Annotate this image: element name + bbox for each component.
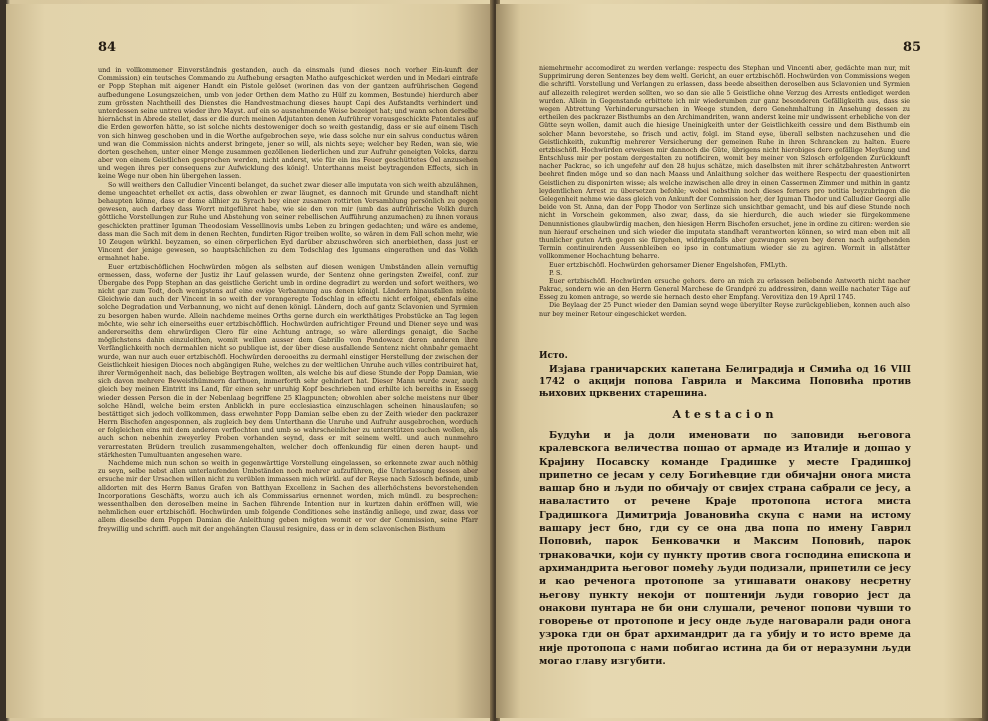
paragraph: Die Beylaag der 25 Punct wieder den Damian seynd wege überyilter Reyse zurückgeblieben, konnen auch also nur bey meiner Retour eingeschicket werden. [539, 302, 910, 318]
left-page [6, 4, 494, 718]
paragraph: Euer ertzbischöfl. Hochwürden ersuche gehors. dero an mich zu erlassen beliebende Antworth nicht nacher Pakrac, sondern wie an den Herrn General Marchese de Grandpré zu addressiren, dann weille nachater Täge auf Esseg zu komen antrage, so werde sie hernach desto eher Empfang. Verovitiza den 19 April 1745. [539, 277, 910, 302]
page-number: 84 [98, 40, 117, 55]
page-number: 85 [903, 40, 922, 55]
paragraph: Nachdeme mich nun schon so weith in gegenwärttige Vorstellung eingelassen, so erkennete zwar auch nöthig zu seyn, selbe nebst allen unterlaufenden Umbständen noch mehrer aufzuführen, die Unterlassung dessen aber ersuche mir der Ursachen willen nicht zu verüblen immassen mich würkl. auf der Reyse nach Szlosch befinde, umb alldorten mit des Herrn Banus Grafen von Batthyan Excellenz in Sachen des allerhöchstens bevorstehenden Incorporations Geschäfts, worzu auch ich als Commissarius ernennet worden, mich mündl. zu besprechen: wessenthalben den deroselben meine in Sachen führende Intention nur in kurtzen dahin eröffnen will, wie nehmlichen euer ertzbischöfl. Hochwürden umb folgende Conditiones sehe inständig anliege, und zwar, dass vor allem dieselbe dem Poppen Damian die Anleithung geben mögten womit er vor der Commission, seine Pfarr freywillig und schriffl. auch mit der angehängten Clausul resignire, dass er in dem sclavonischen Bisthum [98, 459, 478, 533]
paragraph: Euer ertzbischöflichen Hochwürden mögen als selbsten auf diesen wenigen Umbständen allein vernuftig ermessen, dass, woferne der Justiz ihr Lauf gelassen wurde, der Sentenz ohne geringsten Zweifel, conf. zur Übergabe des Popp Stephan an das geistliche Gericht umb in ordine degradirt zu werden und sofort weithers, wo nicht gar zum Todt, doch wenigstens auf eine ewige Verbannung aus denen königl. Ländern hinausfallen müste. Gleichwie dan auch der Vincent in so weith der vorangeregte Todschlag in effectu nicht erfolget, ebenfals eine solche Degradation und Verbannung, wo nicht auf denen königl. Ländern, doch auf gantz Sclavonien und Syrmien zu besorgen haben wurde. Allein nachdeme meines Orths gerne durch ein werkthätiges Probstücke an Tag legen möchte, wie sehr ich einerseiths euer ertzbischöfflich. Hochwürden aufrichtiger Freund und Diener seye und was andererseiths dem ehrwürdigen Clero für eine Achtung antrage, so wäre allerdings genaigt, die Sache möglichstens dahin einzuleithen, womit weillen ausser dem Gabrillo von Pondowacz deren anderen ihre Verfänglichkeith noch dermahlen nicht so publique ist, der über diese ausfallende Sentenz nicht ohnbahr gemacht wurde, wan nur auch euer ertzbischöfl. Hochwürden derooeiths zu dermahl einstiger Herstellung der zwischen der Geistlichkeit hiesigen Dioces noch abgängigen Ruhe, welches zu der weltlichen Unruhe auch villes contribuiret hat, ihrer Vermögenheit nach, das beliebige Beytragen wollten, als welche bis auf diese Stunde der Popp Damian, wie sich davon mehrere Beweisthümmern darthuen, immerforth sehr gehindert hat. Dieser Mann wurde zwar, auch gleich bey meinen Eintritt ins Land, für einen sehr unruhig Kopf beschrieben und erhilte ich bereiths in Essegg wieder dessen Person die in der Nebenlaag begriffene 25 Klagpuncten; obwohlen aber solche meistens nur über solche Händl, welche beim ersten Anblickh in pure ecclesiastica einzuschlagen scheinen hinauslaufen; so bestättiget sich jedoch vollkommen, dass erwehnter Popp Damian selbe eben zu der Zeith wieder den packrazer Herrn Bischofen angesponnen, als zugleich bey dem Unterthann die Unruhe und Aufruhr ausgebrochen, worduch er folgleichen eins mit dem anderen verflochten und umb so wahrscheinlicher zu unterstützen suchen wollen, als auch schon nebenhin zweyerley Proben vorhanden seynd, dass er mit seinem weltl. und auch nunmehro verarrestaten Brüdern treulich zusammengehalten, welcher doch offenkundig für einen deren haupt- und stärkhesten Tumultuanten angesehen ware. [98, 262, 478, 459]
paragraph: und in vollkommener Einverständnis gestanden, auch da einsmals (und dieses noch vorher Ein-kunft der Commission) ein teutsches Commando zu Aufhebung ersagten Matho aufgeschicket werden und in Medari eintrafe er Popp Stephan mit aigener Handt ein Pistole gelöset (worinen das von der gantzen aufrührischen Gegend aufbedungene Losungszeichen, umb von jeder Orthen dem Matho zu Hülf zu kommen, Bestunde) hierdurch aber zum grössten Nachtheill des Dienstes die Handvestmachung dieses haupt Capi des Aufstandts verhindert und unterdessen seine untreu wieder ihro Mayst. auf ein so ausnehmende Weise bezeiget hat; und wann schon derselbe hiernächst in Abrede stellet, dass er die durch meinen Adjutanten denen Aufrührer vorausgeschickte Patentales auf die Erden geworfen hätte, so ist solche nichts destoweniger doch so weith gestandig, dass er sie auf einem Tisch von sich hinweg geschoben und in die Worthe aufgebrochen seye, wie dass solche nur ein salvus conductus wären und wan die Commission nichts anderst bringete, jener so will, als nichts seye; welcher bey Reden, wan sie, wie dorten geschehen, unter einer Menge zusammen gezöllenen liederlichen und zur Aufruhr geneigten Volcks, darzu aber von einem Geistlichen gesprochen werden, nicht anderst, wie für ein ins Feuer geschüttetes Öel anzusehen und wegen ihres per consequens zur Aufwicklung des könig!. Unterthanns meist beytragenden Effects, sich in keine Wege nur oben hin übergehen lassen. [98, 66, 478, 181]
right-page-text [539, 65, 910, 319]
signature-line: Euer ertzbischöfl. Hochwürden gehorsamer Diener Engelshofen, FMLyth. [549, 261, 788, 269]
cyrillic-body: Будући и ја доли именовати по заповиди његовога кралевскога величества пошао от армаде из Италије и дошао у Крајину Посавску команде Градишке у месте Градишкој припетно се јесам у селу Богићевцие гди обичајни онога миста вашар бно и људи по обичају от свијех страна сабрали се јесу, а наваластито от речене Краје протопопа истога миста Градишкога Димитрија Јовановића скупа с нами на истому вашару јест бно, гди су се она два попа по имену Гаврил Поповић, парок Бенковачки и Максим Поповић, парок трнаковачки, који су пункту против свога господина епископа и архимандрита његовог помећу људи подизали, припетили се јесу и као реченога протопопе за утишавати онакову несретну његову пункту некоји от поштенији људи говорио јест да онакови пунтара не би они слушали, реченог попови чувши то говорење от протопопе и јесу онде људе наговарали ради онога узрока гди он брат архимандрит да га убију и то исто време да није протопопа с нами побигао истина да би от неразумни људи могао главу изгубити. [539, 430, 911, 668]
postscript-label: P. S. [549, 269, 563, 277]
right-page [496, 4, 982, 718]
paragraph: So will weithers den Calludier Vincenti belanget, da suchet zwar dieser alle imputata von sich weith abzulähnen, deme ungeachtet erhellet ex actis, dass obwohlen er zwar läugnet, es dannoch mit Grunde und standhaft nicht behaupten könne, dass er deme allhier zu Syrach bey einer zusamen rottirten Versamblung persönlich zu gegen gewesen, auch darbey dass Worrt mitgeführet habe, wie sie den von mir (umb das aufrührische Volkh durch göttliche Vorstellungen zur Ruhe und Abstehung von seiner rebellischen Aufführung anzumachen) zu ihnen voraus geschickten prattiner Iguman Theodosiam Vessellinovis umbs Leben zu bringen gedachten; und wäre es andeme, dass man die Sach mit dem in denen Rechten, fundirten Rigor treiben wollte, so wären in dem Fall schon mehr, wie 10 Zeugen würkhl. beyzamen, so einen cörperlichen Eyd darüber abzuschwören sich anerbiethen, dass just er Vincent der jenige gewesen, so hauptsächlichen zu dem Todschlag des Igumans eingerathen und das Volkh ermahnet habe. [98, 180, 478, 263]
left-page-text [98, 66, 478, 533]
paragraph: niemehrmehr accomodiret zu werden verlange: respectu des Stephan und Vincenti aber, gedächte man nur, mit Supprimirung deren Sentenzes bey dem weltl. Gericht, an euer ertzbischöfl. Hochwürden von Commissions wegen die schriftl. Vorstellung und Verlangen zu erlassen, dass beede abseithen deroselben aus Sclavonien und Syrmien auf allezeith relegiret werden sollten, wo so dan sie alle 5 Geistliche ohne Verzug des Arrests entlediget werden wurden. Allein in Gegenstande erbittete ich mir wiederumben zur ganz besonderen Gefälligkeith aus, dass sie wegen Abtrettung Verhinderungursachen in Weege stunden, dero Genehmhaltung in Ansehung dessen zu ertheilen des packrazer Bisthumbs an den Archimandriten, wann anderst keine mir undwissent erhebliche von der Gütte seyn wollen, damit auch die hiesige Uneinigkeith unter der Geistlichkeith cessire und dem Bisthumb ein solcher Mann bevorstehe, so frisch und activ, folgl. im Stand eyse, überall selbsten nachzusehen und die Geistlichkeith, zukunftig mehrerer Versicherung der gemeinen Ruhe in ihren Schrancken zu halten. Euere ertzbischöfl. Hochwürden erweisen mir dannoch die Güte, übrigens nicht hierobiges dero gefällige Meyßung und Entschluss mir per postam dergestalten zu notificiren, womit bey meiner von Szlosch erfolgenden Zurückkunft nacher Packrac, so ich ungefehr auf den 28 hujus schätze, mich daselbsten mit ihrer schätzbahresten Antworrt beehret finden möge und so dan nach Maass und Anlaithung solcher das weithere Respectu der quaestionirten Geistlichen zu disponirten wisse; als welche inzwischen alle drey in einen Cassermen Zimmer und mithin in gantz leydentlichen Arrest zu übersetzen befohle; wobei nebsthin noch dieses ferners pro notitia beyzubringen die Gelegenheit nehme wie dass gleich von Ankunft der Commission her, der Iguman Thodor und Calludier Georgi alle beide von St. Anna, dan der Popp Thodor von Serlinze sich unsichtbar gemacht, und bis auf diese Stunde noch nicht in Vorschein gekommen, also zwar, dass, da sie hierdurch, die auch wieder sie fürgekommene Denunnistiones glaubwürdig machen, den hiesigen Herrn Bischofen ersuchet, jene in ordine zu citiren: werden sie nun hierauf erscheinen und sich wieder die imputata standhaft verantworten können, so wird man eben mit all thunlicher guten Arth gegen sie fürgehen, widrigenfalls aber gezwungen seyen bey deren nach aufgehenden Termin continuirenden Aussenbleiben eo ipso in contumatium wieder sie zu agiren. Wormit in allstätter vollkommener Hochachtung beharre. [539, 65, 910, 261]
section-heading: Исто. [539, 351, 568, 361]
document-title: Изјава граничарских капетана Белиградија и Симића од 16 VIII 1742 о акцији попова Гаврила и Максима Поповића против њихових црквених старешина. [539, 364, 911, 399]
attestation-heading: Atestacion [672, 408, 778, 421]
